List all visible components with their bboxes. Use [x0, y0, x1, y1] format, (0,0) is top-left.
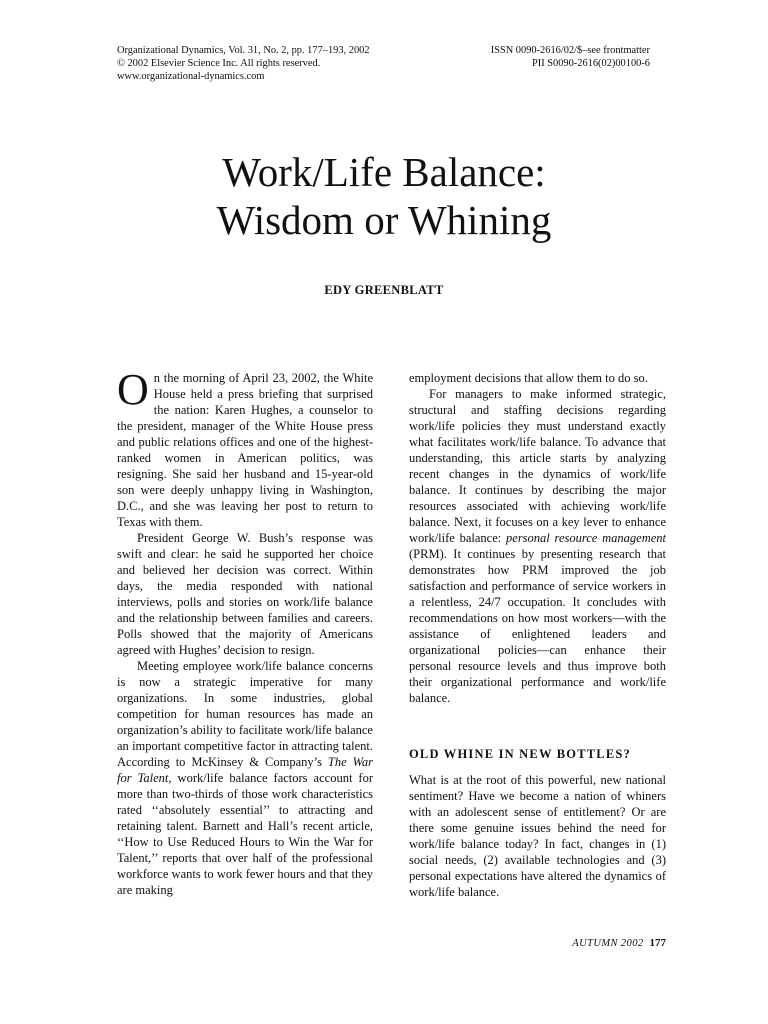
section-heading: OLD WHINE IN NEW BOTTLES? [409, 747, 631, 761]
pii-line: PII S0090-2616(02)00100-6 [531, 58, 650, 69]
drop-cap: O [117, 365, 149, 414]
right-column [409, 370, 666, 900]
issn-line: ISSN 0090-2616/02/$–see frontmatter [490, 45, 650, 56]
paragraph-5 [409, 386, 666, 706]
issue-season: AUTUMN 2002 [572, 938, 644, 949]
journal-citation [117, 44, 370, 83]
left-column [117, 365, 374, 898]
paragraph-5-text-a: For managers to make informed strategic, structural and staffing decisions regarding work/life policies they must understand exactly what facilitates work/life balance. To advance that understanding, this article starts by analyzing recent changes in the dynamics of work/life balance. It continues by describing the major resources associated with achieving work/life balance. Next, it focuses on a key lever to enhance work/life balance: [409, 387, 666, 545]
paragraph-3 [117, 658, 373, 898]
title-line-1: Work/Life Balance: [222, 149, 546, 195]
page-footer [572, 937, 666, 949]
paragraph-6: What is at the root of this powerful, new national sentiment? Have we become a nation of whiners with an adolescent sense of entitlement? Or are there some genuine issues behind the need for work/life balance today? In fact, changes in (1) social needs, (2) available technologies and (3) personal expectations have altered the dynamics of work/life balance. [409, 773, 666, 899]
article-title [0, 148, 768, 244]
prm-term: personal resource management [506, 531, 666, 545]
author-name: EDY GREENBLATT [324, 283, 444, 297]
title-line-2: Wisdom or Whining [216, 197, 552, 243]
paragraph-3-text-b: , work/life balance factors account for more than two-thirds of those work characteristics rated ‘‘absolutely essential’’ to attracting and retaining talent. Barnett and Hall’s recent article, ‘‘How to Use Reduced Hours to Win the War for Talent,’’ reports that over half of the professional workforce wants to work fewer hours and that they are making [117, 771, 374, 897]
journal-url: www.organizational-dynamics.com [117, 71, 265, 82]
paragraph-4: employment decisions that allow them to do so. [409, 371, 648, 385]
citation-line: Organizational Dynamics, Vol. 31, No. 2, pp. 177–193, 2002 [117, 45, 370, 56]
paragraph-1 [117, 365, 373, 530]
page-number: 177 [649, 937, 666, 949]
paragraph-3-text-a: Meeting employee work/life balance concerns is now a strategic imperative for many organizations. In some industries, global competition for human resources has made an organization’s ability to facilitate work/life balance an important competitive factor in attracting talent. According to McKinsey & Company’s [117, 659, 373, 769]
issn-block [491, 44, 650, 70]
paragraph-5-text-b: (PRM). It continues by presenting research that demonstrates how PRM improved the job satisfaction and performance of service workers in a relentless, 24/7 occupation. It concludes with recommendations on how most workers—with the assistance of enlightened leaders and organizational policies—can enhance their personal resource levels and thus improve both their organizational performance and work/life balance. [409, 547, 666, 705]
paragraph-1-text: n the morning of April 23, 2002, the White House held a press briefing that surprised the nation: Karen Hughes, a counselor to the president, manager of the White House press and public relations offices and one of the highest-ranked women in American politics, was resigning. She said her husband and 15-year-old son were deeply unhappy living in Washington, D.C., and she was leaving her post to return to Texas with them. [117, 371, 373, 529]
copyright-line: © 2002 Elsevier Science Inc. All rights reserved. [117, 58, 321, 69]
book-title: The War for Talent [117, 755, 373, 785]
paragraph-2: President George W. Bush’s response was swift and clear: he said he supported her choice and believed her decision was correct. Within days, the media responded with national interviews, polls and stories on work/life balance and the relationship between families and careers. Polls showed that the majority of Americans agreed with Hughes’ decision to resign. [117, 531, 373, 657]
